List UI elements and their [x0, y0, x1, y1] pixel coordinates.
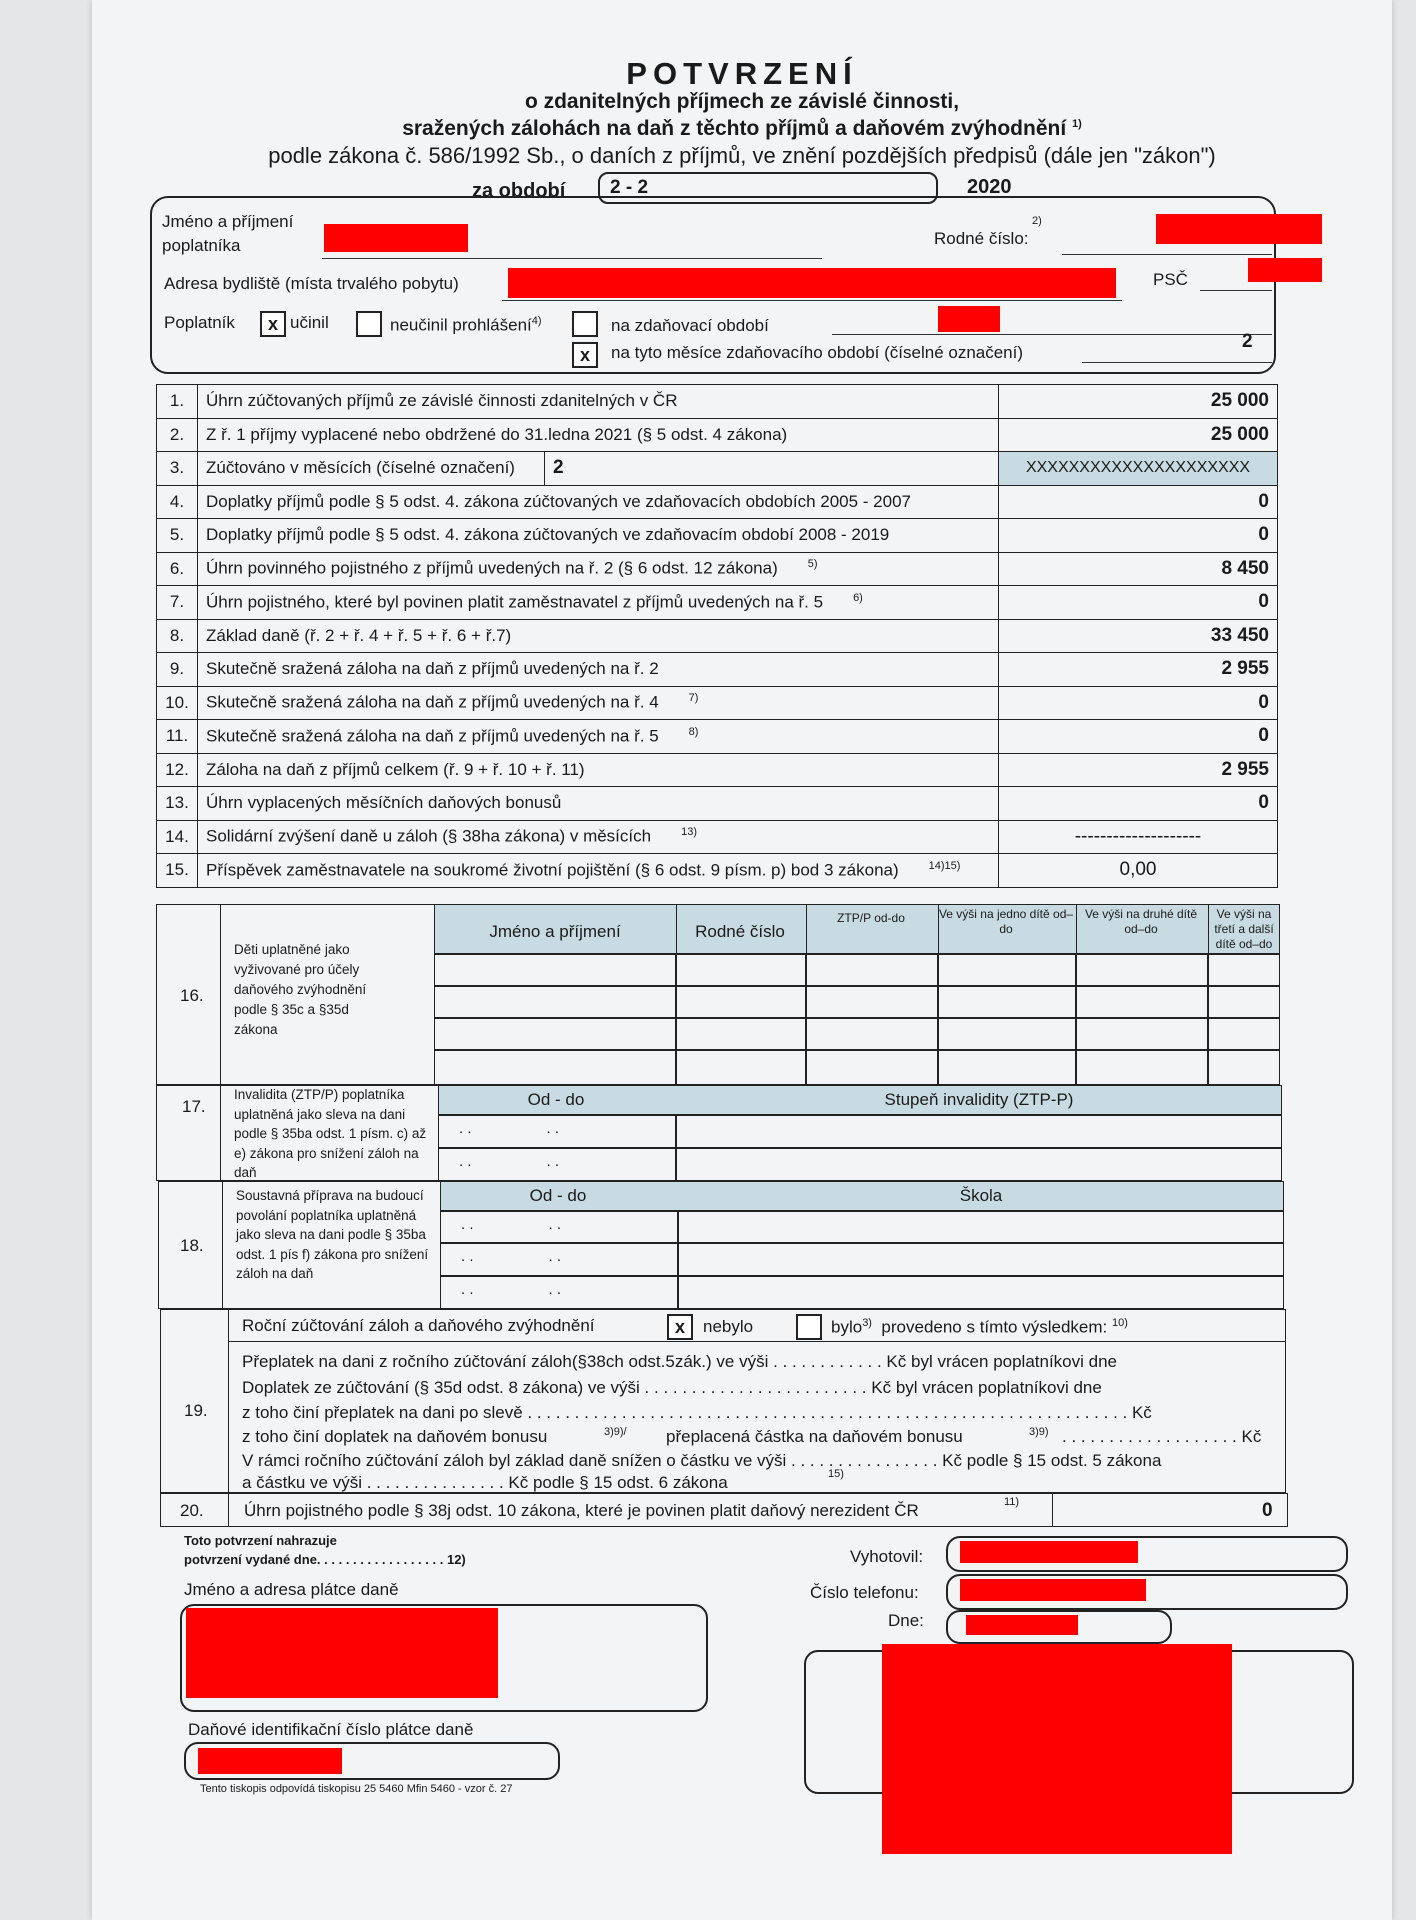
row-label-text: Skutečně sražená záloha na daň z příjmů uvedených na ř. 5	[206, 726, 659, 746]
detail-cell[interactable]	[676, 1115, 1282, 1148]
row-label	[198, 418, 999, 452]
table-row	[157, 452, 1278, 486]
row-number: 2.	[157, 418, 198, 452]
redacted-birth-number	[1156, 214, 1322, 244]
row-20-text: Úhrn pojistného podle § 38j odst. 10 zákona, které je povinen platit daňový nerezident ČR	[244, 1501, 919, 1520]
row-label	[198, 820, 999, 854]
replace-line-1: Toto potvrzení nahrazuje	[184, 1533, 337, 1548]
date-range-cell[interactable]	[440, 1276, 678, 1309]
table-row	[157, 552, 1278, 586]
birth-number-label: Rodné číslo: 2)	[934, 215, 1042, 248]
r19-line-3: z toho činí přeplatek na dani po slevě . . . . . . . . . . . . . . . . . . . . . . . . . . . . . . . . . . . . . . . . . . . . . . . . . . . . . . . . . . . . . . . . Kč	[242, 1403, 1152, 1422]
subtitle-line-3: podle zákona č. 586/1992 Sb., o daních z příjmů, ve znění pozdějších předpisů (dále jen "zákon")	[268, 143, 1216, 168]
child-cell[interactable]	[1076, 954, 1208, 986]
row-label-text: Doplatky příjmů podle § 5 odst. 4. zákona zúčtovaných ve zdaňovacím období 2008 - 2019	[206, 525, 890, 545]
row-footnote: 8)	[688, 725, 699, 738]
redacted-name	[324, 224, 468, 252]
row-18-num: 18.	[180, 1236, 204, 1255]
r19-line-5: V rámci ročního zúčtování záloh byl základ daně snížen o částku ve výši . . . . . . . . . . . . . . . . Kč podle § 15 odst. 5 zákona	[242, 1451, 1162, 1470]
child-cell[interactable]	[434, 986, 676, 1018]
row-value[interactable]: 0	[999, 519, 1278, 553]
redacted-stamp	[882, 1644, 1232, 1854]
zdanovaci-underline	[832, 334, 1272, 335]
name-underline	[322, 258, 822, 259]
row-20-sup: 11)	[1004, 1496, 1020, 1508]
row-label	[198, 586, 999, 620]
row-19-num: 19.	[184, 1401, 208, 1420]
row-value[interactable]: 2 955	[999, 753, 1278, 787]
row-footnote: 13)	[681, 826, 697, 839]
date-range-cell[interactable]	[440, 1211, 678, 1243]
child-cell[interactable]	[938, 986, 1076, 1018]
child-cell[interactable]	[1208, 954, 1280, 986]
mesice-value: 2	[1242, 331, 1253, 352]
row-label-text: Úhrn povinného pojistného z příjmů uvedených na ř. 2 (§ 6 odst. 12 zákona)	[206, 559, 778, 579]
child-cell[interactable]	[938, 954, 1076, 986]
table-row	[157, 820, 1278, 854]
redacted-dne	[966, 1615, 1078, 1635]
detail-cell[interactable]	[678, 1243, 1284, 1276]
row-value[interactable]: 2 955	[999, 653, 1278, 687]
psc-label: PSČ	[1153, 270, 1188, 289]
row-label-text: Z ř. 1 příjmy vyplacené nebo obdržené do 31.ledna 2021 (§ 5 odst. 4 zákona)	[206, 424, 788, 444]
table-row	[157, 385, 1278, 419]
row-label	[198, 720, 999, 754]
redacted-dic	[198, 1748, 342, 1774]
row-label	[198, 686, 999, 720]
period-year: 2020	[967, 176, 1012, 198]
row-value[interactable]: 0,00	[999, 854, 1278, 888]
date-range-cell[interactable]	[438, 1148, 676, 1181]
row-label	[198, 653, 999, 687]
detail-cell[interactable]	[678, 1211, 1284, 1243]
row-label	[198, 619, 999, 653]
row-value[interactable]: XXXXXXXXXXXXXXXXXXXXX	[999, 452, 1278, 486]
date-dots: . . . .	[459, 1153, 560, 1170]
table-row	[157, 753, 1278, 787]
checkbox-bylo[interactable]	[796, 1314, 822, 1340]
address-label: Adresa bydliště (místa trvalého pobytu)	[164, 274, 459, 293]
form-paper	[92, 0, 1392, 1920]
child-cell[interactable]	[1208, 986, 1280, 1018]
r19-line-6sup: 15)	[828, 1468, 844, 1480]
row-value[interactable]: 0	[999, 787, 1278, 821]
name-label-2: poplatníka	[162, 236, 241, 255]
table-row	[157, 619, 1278, 653]
row-number: 7.	[157, 586, 198, 620]
neucinil-label: neučinil prohlášení$^{4)}$	[390, 315, 542, 335]
r19-line-2: Doplatek ze zúčtování (§ 35d odst. 8 zákona) ve výši . . . . . . . . . . . . . . . . . . . . . . . . Kč byl vrácen poplatníkovi dne	[242, 1378, 1102, 1397]
redacted-address	[508, 268, 1116, 298]
poplatnik-label: Poplatník	[164, 313, 235, 332]
row-label	[198, 485, 999, 519]
row-mid-value: 2	[545, 452, 999, 486]
row-label-text: Úhrn pojistného, které byl povinen platit zaměstnavatel z příjmů uvedených na ř. 5	[206, 592, 824, 612]
header-divider	[806, 904, 807, 954]
child-cell[interactable]	[434, 954, 676, 986]
row-18-od-do: Od - do	[529, 1186, 587, 1205]
r19-line-4sup: 3)9)/	[604, 1426, 627, 1438]
r19-line-4sup2: 3)9)	[1029, 1426, 1049, 1438]
row-number: 9.	[157, 653, 198, 687]
row-17-stupen: Stupeň invalidity (ZTP-P)	[884, 1090, 1074, 1109]
row-number: 6.	[157, 552, 198, 586]
row-value[interactable]: 8 450	[999, 552, 1278, 586]
checkbox-neucinil[interactable]	[356, 311, 382, 337]
child-cell[interactable]	[676, 1018, 806, 1050]
checkbox-nebylo[interactable]: x	[667, 1314, 693, 1340]
child-cell[interactable]	[1076, 986, 1208, 1018]
table-row	[157, 854, 1278, 888]
mesice-label: na tyto měsíce zdaňovacího období (číselné označení)	[611, 343, 1024, 362]
row-value[interactable]: 33 450	[999, 619, 1278, 653]
row-number: 8.	[157, 619, 198, 653]
address-underline	[502, 300, 1122, 301]
child-cell[interactable]	[1076, 1050, 1208, 1085]
child-cell[interactable]	[1208, 1050, 1280, 1085]
date-range-cell[interactable]	[440, 1243, 678, 1276]
row-20-value: 0	[1262, 1500, 1273, 1521]
date-dots: . . . .	[459, 1120, 560, 1137]
row-value[interactable]: 25 000	[999, 418, 1278, 452]
redacted-telefon	[960, 1579, 1146, 1601]
mesice-underline	[1082, 362, 1272, 363]
row-footnote: 7)	[688, 692, 699, 705]
subtitle-line-1: o zdanitelných příjmech ze závislé činnosti,	[524, 90, 960, 113]
row-label-text: Záloha na daň z příjmů celkem (ř. 9 + ř. 10 + ř. 11)	[206, 759, 585, 779]
telefon-label: Číslo telefonu:	[810, 1583, 919, 1602]
header-divider	[676, 904, 677, 954]
row-number: 10.	[157, 686, 198, 720]
row-number: 11.	[157, 720, 198, 754]
form-title: POTVRZENÍ	[626, 56, 858, 91]
date-dots: . . . .	[461, 1216, 562, 1233]
row-label-text: Doplatky příjmů podle § 5 odst. 4. zákona zúčtovaných ve zdaňovacích obdobích 2005 - 2007	[206, 491, 912, 511]
psc-underline	[1200, 290, 1272, 291]
row-16-desc: Děti uplatněné jako vyživované pro účely daňového zvýhodnění podle § 35c a §35d zákona	[234, 942, 367, 1037]
r19-line-6: a částku ve výši . . . . . . . . . . . . . . . Kč podle § 15 odst. 6 zákona	[242, 1473, 728, 1492]
period-label: za období	[472, 180, 566, 202]
row-label-text: Základ daně (ř. 2 + ř. 4 + ř. 5 + ř. 6 + ř.7)	[206, 625, 512, 645]
replace-line-2: potvrzení vydané dne. . . . . . . . . . . . . . . . . . 12)	[184, 1552, 466, 1567]
row-label	[198, 385, 999, 419]
child-cell[interactable]	[938, 1050, 1076, 1085]
row-17-desc: Invalidita (ZTP/P) poplatníka uplatněná jako sleva na dani podle § 35ba odst. 1 písm. c) až e) zákona pro snížení záloh na daň	[234, 1087, 427, 1180]
row-label	[198, 753, 999, 787]
redacted-psc	[1248, 258, 1322, 282]
row-label-text: Skutečně sražená záloha na daň z příjmů uvedených na ř. 2	[206, 659, 659, 679]
row-number: 5.	[157, 519, 198, 553]
child-cell[interactable]	[1208, 1018, 1280, 1050]
row-label: Zúčtováno v měsících (číselné označení)	[198, 452, 545, 486]
row-20-num: 20.	[180, 1501, 204, 1520]
table-row	[157, 686, 1278, 720]
table-row	[157, 653, 1278, 687]
date-range-cell[interactable]	[438, 1115, 676, 1148]
child-cell[interactable]	[806, 986, 938, 1018]
row-footnote: 5)	[807, 558, 818, 571]
dic-label: Daňové identifikační číslo plátce daně	[188, 1720, 474, 1739]
date-dots: . . . .	[461, 1248, 562, 1265]
checkbox-zdanovaci-obdobi[interactable]	[572, 311, 598, 337]
child-cell[interactable]	[676, 986, 806, 1018]
row-number: 1.	[157, 385, 198, 419]
h-jmeno: Jméno a příjmení	[489, 922, 621, 941]
child-cell[interactable]	[1076, 1018, 1208, 1050]
row-value[interactable]: 0	[999, 485, 1278, 519]
table-row	[157, 586, 1278, 620]
row-number: 14.	[157, 820, 198, 854]
row-17-od-do: Od - do	[527, 1090, 585, 1109]
h-druhe: Ve výši na druhé dítě od–do	[1084, 907, 1198, 936]
row-label	[198, 552, 999, 586]
nebylo-label: nebylo	[703, 1317, 754, 1336]
row-17-num: 17.	[182, 1097, 206, 1116]
row-number: 12.	[157, 753, 198, 787]
form-note: Tento tiskopis odpovídá tiskopisu 25 5460 Mfin 5460 - vzor č. 27	[200, 1783, 513, 1795]
h-jedno: Ve výši na jedno dítě od–do	[938, 907, 1074, 936]
child-cell[interactable]	[434, 1050, 676, 1085]
ucinil-label: učinil	[290, 313, 329, 332]
name-label: Jméno a příjmení	[162, 212, 294, 231]
table-row	[157, 787, 1278, 821]
period-value: 2 - 2	[610, 177, 649, 198]
subtitle-line-2: sražených zálohách na daň z těchto příjmů a daňovém zvýhodnění $^{1)}$	[402, 117, 1082, 140]
rz-label: Roční zúčtování záloh a daňového zvýhodnění	[242, 1316, 595, 1335]
header-divider	[1076, 904, 1077, 954]
row-value[interactable]: 0	[999, 586, 1278, 620]
checkbox-ucinil[interactable]: x	[260, 311, 286, 337]
vyhotovil-label: Vyhotovil:	[850, 1547, 924, 1566]
row-16-num: 16.	[180, 986, 204, 1005]
table-row	[157, 519, 1278, 553]
child-cell[interactable]	[676, 1050, 806, 1085]
r19-line-4b: přeplacená částka na daňovém bonusu	[666, 1427, 963, 1446]
child-cell[interactable]	[806, 1018, 938, 1050]
row-label-text: Solidární zvýšení daně u záloh (§ 38ha zákona) v měsících	[206, 827, 652, 847]
r19-line-4a: z toho činí doplatek na daňovém bonusu	[242, 1427, 548, 1446]
child-cell[interactable]	[806, 954, 938, 986]
child-cell[interactable]	[676, 954, 806, 986]
row-value[interactable]: 25 000	[999, 385, 1278, 419]
row-value[interactable]: 0	[999, 720, 1278, 754]
row-value[interactable]: --------------------	[999, 820, 1278, 854]
row-label-text: Úhrn vyplacených měsíčních daňových bonusů	[206, 793, 562, 813]
h-ztp: ZTP/P od-do	[837, 911, 905, 925]
row-number: 13.	[157, 787, 198, 821]
table-row	[157, 485, 1278, 519]
row-value[interactable]: 0	[999, 686, 1278, 720]
row-label	[198, 787, 999, 821]
detail-cell[interactable]	[678, 1276, 1284, 1309]
dne-label: Dne:	[888, 1611, 924, 1630]
row-label	[198, 519, 999, 553]
r19-line-1: Přeplatek na dani z ročního zúčtování záloh(§38ch odst.5zák.) ve výši . . . . . . . . . . . . Kč byl vrácen poplatníkovi dne	[242, 1352, 1118, 1371]
row-label-text: Skutečně sražená záloha na daň z příjmů uvedených na ř. 4	[206, 693, 659, 713]
child-cell[interactable]	[434, 1018, 676, 1050]
r19-line-4c: . . . . . . . . . . . . . . . . . . . Kč	[1062, 1427, 1262, 1446]
child-cell[interactable]	[938, 1018, 1076, 1050]
checkbox-mesice[interactable]: x	[572, 342, 598, 368]
row-18-desc: Soustavná příprava na budoucí povolání poplatníka uplatněná jako sleva na dani podle § 35ba odst. 1 pís f) zákona pro snížení záloh na daň	[236, 1188, 429, 1281]
date-dots: . . . .	[461, 1281, 562, 1298]
table-row	[157, 418, 1278, 452]
row-footnote: 6)	[853, 591, 863, 604]
row-number: 3.	[157, 452, 198, 486]
row-number: 15.	[157, 854, 198, 888]
redacted-year	[938, 306, 1000, 332]
zdanovaci-label: na zdaňovací období	[611, 316, 769, 335]
header-divider	[1208, 904, 1209, 954]
payer-label: Jméno a adresa plátce daně	[184, 1580, 399, 1599]
table-row	[157, 720, 1278, 754]
bylo-label: bylo$^{3)}$ provedeno s tímto výsledkem: $^{10)}$	[831, 1317, 1128, 1337]
header-divider	[938, 904, 939, 954]
h-treti: Ve výši na třetí a další dítě od–do	[1214, 907, 1274, 951]
row-label-text: Úhrn zúčtovaných příjmů ze závislé činnosti zdanitelných v ČR	[206, 391, 678, 411]
birth-underline	[1062, 254, 1272, 255]
redacted-payer	[186, 1608, 498, 1698]
row-18-skola: Škola	[959, 1186, 1003, 1205]
main-table	[156, 384, 1278, 888]
child-cell[interactable]	[806, 1050, 938, 1085]
row-number: 4.	[157, 485, 198, 519]
row-label-text: Příspěvek zaměstnavatele na soukromé životní pojištění (§ 6 odst. 9 písm. p) bod 3 zákona)	[206, 860, 899, 880]
row-footnote: 14)15)	[928, 859, 961, 872]
row-label	[198, 854, 999, 888]
redacted-vyhotovil	[960, 1541, 1138, 1563]
detail-cell[interactable]	[676, 1148, 1282, 1181]
h-rodne-cislo: Rodné číslo	[695, 922, 785, 941]
